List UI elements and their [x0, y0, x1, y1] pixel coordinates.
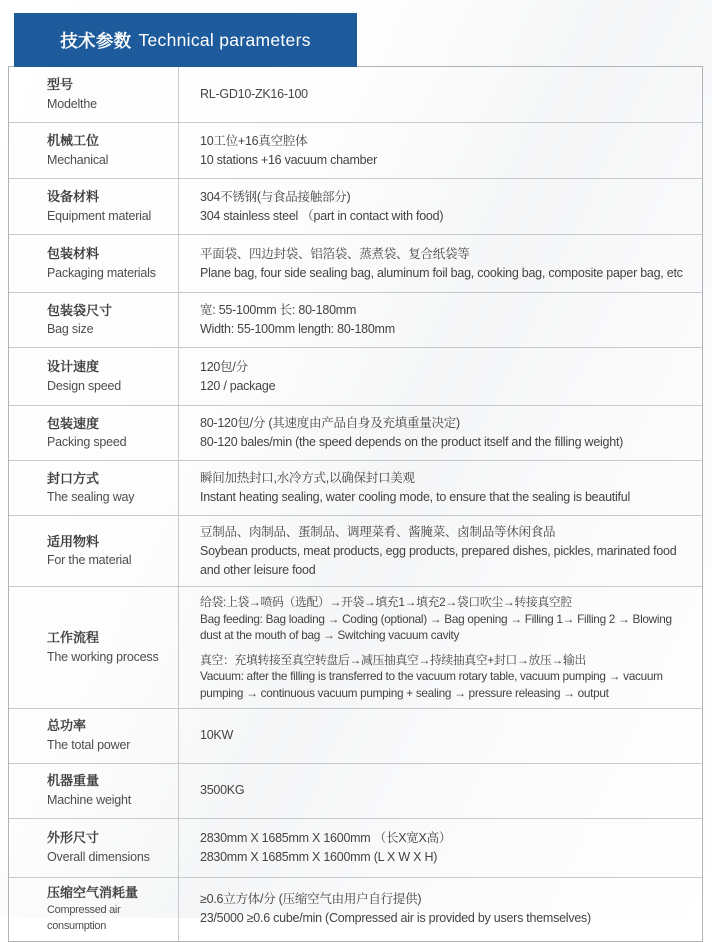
- row-value: [179, 461, 702, 515]
- row-label-zh: 设计速度: [47, 359, 100, 375]
- row-label-zh: 包装材料: [47, 246, 100, 262]
- row-label: [9, 348, 179, 405]
- row-label: [9, 709, 179, 763]
- value-line: Soybean products, meat products, egg products, prepared dishes, pickles, marinated food and other leisure food: [200, 543, 677, 577]
- row-label: [9, 587, 179, 708]
- row-label-zh: 压缩空气消耗量: [47, 884, 139, 900]
- row-label-zh: 外形尺寸: [47, 830, 100, 846]
- value-line: 宽: 55-100mm 长: 80-180mm: [200, 303, 357, 318]
- value-line: RL-GD10-ZK16-100: [200, 87, 308, 102]
- row-label-en: For the material: [47, 553, 132, 568]
- row-value: [179, 819, 702, 877]
- row-label-zh: 包装速度: [47, 415, 100, 431]
- row-label: [9, 293, 179, 347]
- row-label-zh: 设备材料: [47, 189, 100, 205]
- value-line: 豆制品、肉制品、蛋制品、调理菜肴、酱腌菜、卤制品等休闲食品: [200, 525, 556, 539]
- row-label: [9, 878, 179, 941]
- row-label: [9, 235, 179, 292]
- row-label-zh: 型号: [47, 77, 74, 93]
- row-label-en: The total power: [47, 738, 131, 753]
- row-value: [179, 293, 702, 347]
- row-label-zh: 机器重量: [47, 773, 100, 789]
- row-label-en: Packaging materials: [47, 265, 156, 280]
- row-value: [179, 878, 702, 941]
- value-line: 真空：充填转接至真空转盘后→减压抽真空→持续抽真空+封口→放压→输出: [200, 653, 586, 668]
- value-line: 2830mm X 1685mm X 1600mm （长X宽X高）: [200, 831, 452, 846]
- table-row-working-process: [9, 587, 702, 709]
- table-row-total-power: [9, 709, 702, 764]
- row-label-en: Equipment material: [47, 208, 152, 223]
- row-label-en: Modelthe: [47, 96, 97, 111]
- value-line: 瞬间加热封口,水冷方式,以确保封口美观: [200, 471, 415, 486]
- row-label-en: Packing speed: [47, 435, 127, 450]
- row-label: [9, 461, 179, 515]
- row-label: [9, 123, 179, 178]
- table-row-machine-weight: [9, 764, 702, 819]
- row-value: [179, 587, 702, 708]
- value-line: Width: 55-100mm length: 80-180mm: [200, 322, 395, 336]
- section-title-zh: 技术参数: [60, 30, 132, 51]
- row-label: [9, 67, 179, 122]
- table-row-for-the-material: [9, 516, 702, 587]
- value-line: Bag feeding: Bag loading → Coding (optional) → Bag opening → Filling 1→ Filling 2 → Blowing dust at the mouth of bag → Switching vacuum cavity: [200, 611, 672, 642]
- row-label-en: Machine weight: [47, 793, 132, 808]
- value-line: 10 stations +16 vacuum chamber: [200, 152, 377, 167]
- row-value: [179, 406, 702, 460]
- row-label-en: The working process: [47, 649, 159, 664]
- table-row-mechanical-stations: [9, 123, 702, 179]
- row-label: [9, 819, 179, 877]
- spec-table-body: [9, 67, 702, 941]
- row-label: [9, 406, 179, 460]
- row-value: [179, 348, 702, 405]
- value-line: 10KW: [200, 728, 234, 743]
- value-line: Instant heating sealing, water cooling mode, to ensure that the sealing is beautiful: [200, 490, 630, 504]
- row-value: [179, 709, 702, 763]
- row-value: [179, 516, 702, 586]
- row-label-en: Design speed: [47, 378, 122, 393]
- row-label-en: The sealing way: [47, 490, 135, 505]
- row-label: [9, 764, 179, 818]
- row-label-zh: 封口方式: [47, 470, 100, 486]
- section-title-en: Technical parameters: [138, 29, 311, 50]
- value-line: 304 stainless steel （part in contact with food): [200, 208, 444, 223]
- table-row-sealing-way: [9, 461, 702, 516]
- value-line: 10工位+16真空腔体: [200, 133, 308, 148]
- value-line: Vacuum: after the filling is transferred to the vacuum rotary table, vacuum pumping → vacuum pumping → continuous vacuum pumping + sealing → pressure releasing → output: [200, 669, 663, 700]
- row-label: [9, 516, 179, 586]
- row-value: [179, 67, 702, 122]
- value-line: 304不锈钢(与食品接触部分): [200, 189, 351, 204]
- value-line: 120包/分: [200, 359, 248, 374]
- row-value: [179, 764, 702, 818]
- table-row-model: [9, 67, 702, 123]
- section-title-banner: [14, 13, 357, 67]
- row-label-en: Overall dimensions: [47, 850, 150, 865]
- table-row-bag-size: [9, 293, 702, 348]
- value-line: 平面袋、四边封袋、铝箔袋、蒸煮袋、复合纸袋等: [200, 246, 470, 261]
- value-line: 80-120 bales/min (the speed depends on the product itself and the filling weight): [200, 435, 624, 449]
- table-row-packaging-materials: [9, 235, 702, 293]
- value-line: 23/5000 ≥0.6 cube/min (Compressed air is provided by users themselves): [200, 911, 591, 926]
- table-row-equipment-material: [9, 179, 702, 235]
- value-line: 120 / package: [200, 378, 276, 393]
- value-line: 给袋:上袋→喷码（选配）→开袋→填充1→填充2→袋口吹尘→转接真空腔: [200, 595, 572, 610]
- value-line: Plane bag, four side sealing bag, aluminum foil bag, cooking bag, composite paper bag, etc: [200, 265, 683, 280]
- table-row-overall-dimensions: [9, 819, 702, 878]
- row-label-zh: 适用物料: [47, 533, 100, 549]
- spec-table: [8, 66, 703, 942]
- row-value: [179, 123, 702, 178]
- row-value: [179, 179, 702, 234]
- value-line: 3500KG: [200, 783, 245, 798]
- table-row-design-speed: [9, 348, 702, 406]
- row-label-en: Bag size: [47, 322, 94, 337]
- row-label-zh: 总功率: [47, 718, 87, 734]
- row-label-zh: 工作流程: [47, 630, 100, 646]
- row-label-zh: 包装袋尺寸: [47, 302, 113, 318]
- row-value: [179, 235, 702, 292]
- row-label-zh: 机械工位: [47, 133, 100, 149]
- value-line: 80-120包/分 (其速度由产品自身及充填重量决定): [200, 416, 460, 431]
- row-label: [9, 179, 179, 234]
- table-row-compressed-air-consumption: [9, 878, 702, 941]
- value-line: 2830mm X 1685mm X 1600mm (L X W X H): [200, 849, 438, 864]
- row-label-en: Mechanical: [47, 152, 109, 167]
- row-label-en: Compressed air consumption: [47, 903, 121, 932]
- table-row-packing-speed: [9, 406, 702, 461]
- value-line: ≥0.6立方体/分 (压缩空气由用户自行提供): [200, 892, 422, 907]
